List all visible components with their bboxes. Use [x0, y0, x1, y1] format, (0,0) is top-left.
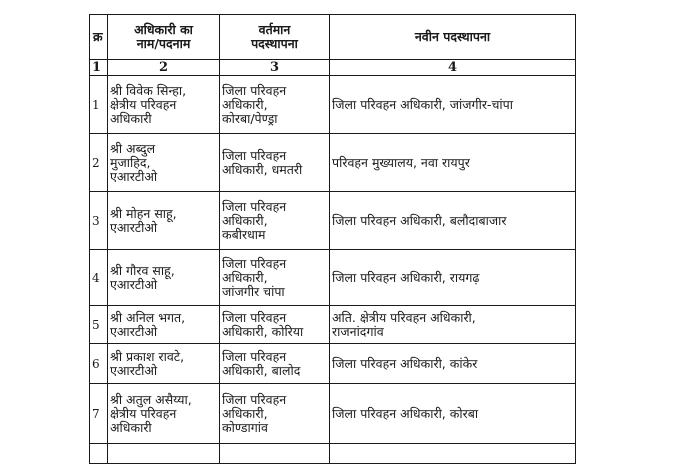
- header-row: [90, 15, 576, 60]
- officer-name-cell-line: एआरटीओ: [110, 168, 158, 184]
- current-posting-cell: [220, 134, 330, 192]
- officer-name-cell-line: श्री अब्दुल: [110, 140, 156, 156]
- new-posting-cell-line: जिला परिवहन अधिकारी, जांजगीर-चांपा: [332, 96, 513, 112]
- current-posting-cell-line: अधिकारी, बालोद: [222, 362, 301, 378]
- column-number: 4: [330, 60, 576, 76]
- current-posting-cell-line: जिला परिवहन: [222, 309, 287, 325]
- table-row: [90, 250, 576, 306]
- officer-name-cell-line: अधिकारी: [110, 419, 152, 435]
- officer-name-cell-line: मुजाहिद,: [110, 154, 151, 170]
- new-posting-cell: [330, 192, 576, 250]
- new-posting-cell-line: अति. क्षेत्रीय परिवहन अधिकारी,: [332, 309, 476, 325]
- current-posting-cell-line: अधिकारी, धमतरी: [222, 161, 303, 177]
- officer-name-cell-line: श्री विवेक सिन्हा,: [110, 82, 187, 98]
- header-officer-name-line2: नाम/पदनाम: [136, 36, 191, 51]
- table-row: [90, 76, 576, 134]
- header-officer-name: [108, 15, 220, 60]
- current-posting-cell-line: अधिकारी,: [222, 212, 268, 228]
- officer-name-cell-line: क्षेत्रीय परिवहन: [110, 405, 177, 421]
- table-row: [90, 134, 576, 192]
- new-posting-cell: [330, 76, 576, 134]
- officer-name-cell-line: एआरटीओ: [110, 362, 158, 378]
- officer-name-cell: [108, 384, 220, 444]
- header-serial: क्र: [90, 15, 108, 60]
- new-posting-cell: [330, 306, 576, 344]
- header-new-posting: नवीन पदस्थापना: [330, 15, 576, 60]
- column-number: 2: [108, 60, 220, 76]
- officer-name-cell: [108, 192, 220, 250]
- officer-name-cell-line: श्री अतुल असैय्या,: [110, 391, 192, 407]
- header-current-posting: [220, 15, 330, 60]
- serial-number-cell: 6: [90, 344, 108, 384]
- officer-name-cell: [108, 306, 220, 344]
- column-number: 3: [220, 60, 330, 76]
- serial-number-cell: 2: [90, 134, 108, 192]
- officer-name-cell-line: एआरटीओ: [110, 323, 158, 339]
- current-posting-cell-line: अधिकारी, कोरिया: [222, 323, 304, 339]
- current-posting-cell-line: जिला परिवहन: [222, 391, 287, 407]
- current-posting-cell: [220, 306, 330, 344]
- table-row: [90, 192, 576, 250]
- officer-name-cell-line: श्री मोहन साहू,: [110, 205, 177, 221]
- current-posting-cell-line: अधिकारी,: [222, 96, 268, 112]
- current-posting-cell-line: कबीरधाम: [222, 226, 266, 242]
- posting-table: [89, 14, 576, 464]
- current-posting-cell-line: जिला परिवहन: [222, 255, 287, 271]
- new-posting-cell-line: जिला परिवहन अधिकारी, कांकेर: [332, 355, 478, 371]
- column-number-row: [90, 60, 576, 76]
- serial-number-cell: 4: [90, 250, 108, 306]
- serial-number-cell: 1: [90, 76, 108, 134]
- new-posting-cell: [330, 250, 576, 306]
- new-posting-cell-line: राजनांदगांव: [332, 323, 384, 339]
- current-posting-cell: [220, 76, 330, 134]
- header-current-posting-line1: वर्तमान: [258, 22, 291, 37]
- serial-number-cell: 5: [90, 306, 108, 344]
- current-posting-cell-line: जिला परिवहन: [222, 82, 287, 98]
- new-posting-cell: [330, 384, 576, 444]
- current-posting-cell-line: कोण्डागांव: [222, 419, 268, 435]
- table-row: [90, 344, 576, 384]
- officer-name-cell: [108, 344, 220, 384]
- officer-name-cell-line: श्री प्रकाश रावटे,: [110, 348, 185, 364]
- officer-name-cell-line: श्री अनिल भगत,: [110, 309, 186, 325]
- new-posting-cell-line: परिवहन मुख्यालय, नवा रायपुर: [332, 154, 470, 170]
- table-row: [90, 384, 576, 444]
- new-posting-cell: [330, 134, 576, 192]
- column-number: 1: [90, 60, 108, 76]
- officer-name-cell: [108, 134, 220, 192]
- current-posting-cell: [220, 250, 330, 306]
- current-posting-cell-line: जिला परिवहन: [222, 348, 287, 364]
- officer-name-cell: [108, 250, 220, 306]
- new-posting-cell-line: जिला परिवहन अधिकारी, कोरबा: [332, 405, 479, 421]
- serial-number-cell: 7: [90, 384, 108, 444]
- new-posting-cell-line: जिला परिवहन अधिकारी, रायगढ़: [332, 269, 480, 285]
- new-posting-cell-line: जिला परिवहन अधिकारी, बलौदाबाजार: [332, 212, 507, 228]
- current-posting-cell: [220, 192, 330, 250]
- current-posting-cell-line: कोरबा/पेण्ड्रा: [222, 110, 278, 126]
- table-row: [90, 306, 576, 344]
- header-current-posting-line2: पदस्थापना: [251, 36, 298, 51]
- current-posting-cell-line: अधिकारी,: [222, 269, 268, 285]
- officer-name-cell-line: एआरटीओ: [110, 276, 158, 292]
- serial-number-cell: 3: [90, 192, 108, 250]
- current-posting-cell: [220, 344, 330, 384]
- officer-name-cell: [108, 76, 220, 134]
- current-posting-cell: [220, 384, 330, 444]
- officer-name-cell-line: श्री गौरव साहू,: [110, 262, 175, 278]
- current-posting-cell-line: जिला परिवहन: [222, 147, 287, 163]
- officer-name-cell-line: क्षेत्रीय परिवहन: [110, 96, 177, 112]
- officer-name-cell-line: अधिकारी: [110, 110, 152, 126]
- current-posting-cell-line: जिला परिवहन: [222, 198, 287, 214]
- current-posting-cell-line: अधिकारी,: [222, 405, 268, 421]
- officer-name-cell-line: एआरटीओ: [110, 219, 158, 235]
- header-officer-name-line1: अधिकारी का: [134, 22, 193, 37]
- new-posting-cell: [330, 344, 576, 384]
- current-posting-cell-line: जांजगीर चांपा: [222, 283, 285, 299]
